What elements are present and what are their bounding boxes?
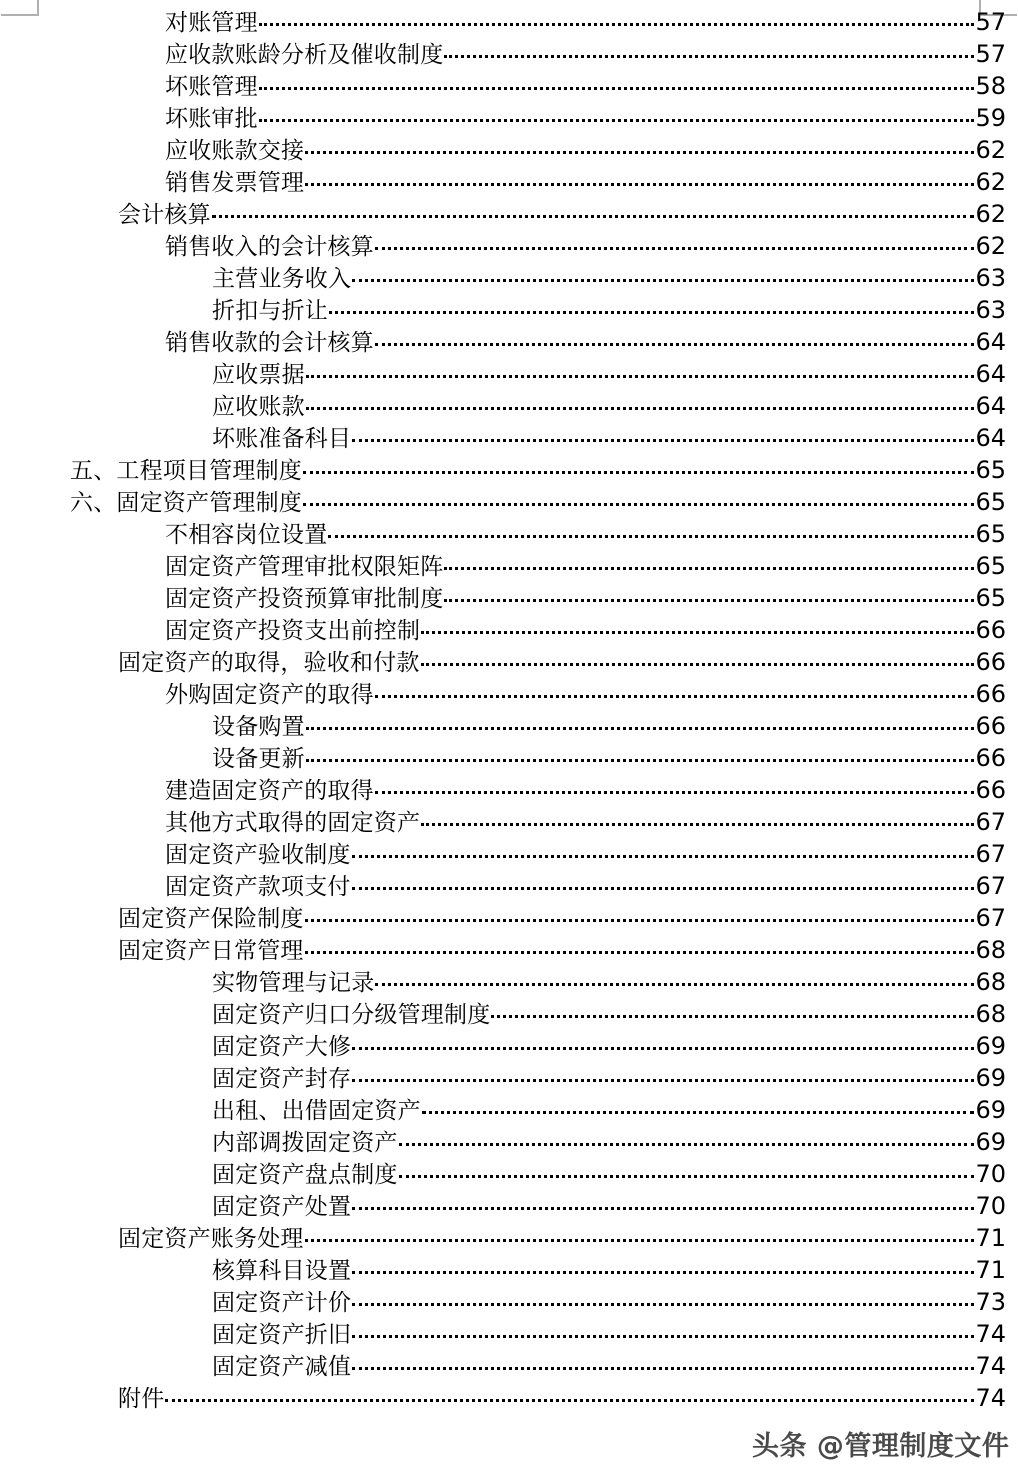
toc-entry-page-number: 64 — [975, 360, 1006, 388]
toc-entry-page-number: 62 — [975, 168, 1006, 196]
toc-entry-page-number: 63 — [975, 264, 1006, 292]
toc-entry-page-number: 73 — [975, 1288, 1006, 1316]
toc-entry-title: 核算科目设置 — [212, 1258, 352, 1284]
toc-entry[interactable] — [0, 1030, 1018, 1062]
toc-entry-page-number: 74 — [975, 1320, 1006, 1348]
toc-entry-title: 固定资产大修 — [212, 1034, 352, 1060]
toc-entry-page-number: 64 — [975, 392, 1006, 420]
toc-dot-leader — [352, 1063, 974, 1086]
toc-entry-page-number: 65 — [975, 584, 1006, 612]
toc-dot-leader — [375, 231, 975, 254]
toc-entry-title: 对账管理 — [165, 10, 258, 36]
toc-entry-page-number: 57 — [975, 8, 1006, 36]
toc-entry[interactable] — [0, 870, 1018, 902]
toc-dot-leader — [375, 679, 975, 702]
toc-entry-title: 应收账款 — [212, 394, 305, 420]
toc-entry-title: 固定资产盘点制度 — [212, 1162, 398, 1188]
toc-entry-page-number: 69 — [975, 1032, 1006, 1060]
toc-entry[interactable] — [0, 678, 1018, 710]
toc-entry-page-number: 62 — [975, 200, 1006, 228]
toc-entry[interactable] — [0, 1126, 1018, 1158]
toc-dot-leader — [328, 519, 974, 542]
toc-entry[interactable] — [0, 294, 1018, 326]
toc-entry-page-number: 65 — [975, 456, 1006, 484]
toc-dot-leader — [352, 1319, 974, 1342]
toc-dot-leader — [352, 263, 974, 286]
toc-entry-title: 设备购置 — [212, 714, 305, 740]
toc-entry[interactable] — [0, 70, 1018, 102]
toc-entry-title: 固定资产折旧 — [212, 1322, 352, 1348]
toc-dot-leader — [444, 551, 974, 574]
toc-entry-title: 出租、出借固定资产 — [212, 1098, 421, 1124]
toc-entry-page-number: 65 — [975, 488, 1006, 516]
toc-entry[interactable] — [0, 1318, 1018, 1350]
toc-entry[interactable] — [0, 838, 1018, 870]
toc-dot-leader — [399, 1127, 975, 1150]
toc-entry-title: 销售发票管理 — [165, 170, 305, 196]
toc-dot-leader — [305, 1223, 975, 1246]
toc-entry[interactable] — [0, 550, 1018, 582]
toc-entry-page-number: 65 — [975, 552, 1006, 580]
toc-entry[interactable] — [0, 710, 1018, 742]
toc-entry[interactable] — [0, 806, 1018, 838]
toc-dot-leader — [352, 871, 975, 894]
toc-dot-leader — [375, 775, 975, 798]
toc-entry[interactable] — [0, 358, 1018, 390]
toc-dot-leader — [444, 583, 974, 606]
toc-entry[interactable] — [0, 1190, 1018, 1222]
toc-entry-title: 建造固定资产的取得 — [165, 778, 374, 804]
toc-entry[interactable] — [0, 326, 1018, 358]
toc-dot-leader — [305, 903, 975, 926]
toc-entry[interactable] — [0, 902, 1018, 934]
toc-dot-leader — [306, 359, 975, 382]
toc-entry-page-number: 68 — [975, 968, 1006, 996]
toc-entry-page-number: 66 — [975, 712, 1006, 740]
toc-entry-title: 其他方式取得的固定资产 — [165, 810, 421, 836]
toc-dot-leader — [303, 487, 974, 510]
toc-entry-title: 坏账审批 — [165, 106, 258, 132]
toc-dot-leader — [306, 391, 975, 414]
toc-entry-page-number: 66 — [975, 648, 1006, 676]
toc-entry[interactable] — [0, 102, 1018, 134]
toc-entry-title: 固定资产账务处理 — [118, 1226, 304, 1252]
toc-dot-leader — [375, 327, 975, 350]
toc-dot-leader — [303, 455, 974, 478]
toc-entry-page-number: 70 — [975, 1160, 1006, 1188]
watermark: 头条 @管理制度文件 — [752, 1431, 1010, 1462]
toc-dot-leader — [444, 39, 974, 62]
toc-entry[interactable] — [0, 614, 1018, 646]
toc-dot-leader — [305, 167, 974, 190]
toc-entry[interactable] — [0, 422, 1018, 454]
toc-entry-title: 固定资产计价 — [212, 1290, 352, 1316]
toc-entry[interactable] — [0, 1222, 1018, 1254]
toc-entry[interactable] — [0, 6, 1018, 38]
toc-entry-page-number: 71 — [975, 1224, 1006, 1252]
toc-entry[interactable] — [0, 1350, 1018, 1382]
toc-entry[interactable] — [0, 486, 1018, 518]
toc-entry[interactable] — [0, 166, 1018, 198]
toc-entry-title: 应收款账龄分析及催收制度 — [165, 42, 444, 68]
toc-entry-page-number: 68 — [975, 936, 1006, 964]
toc-entry-title: 设备更新 — [212, 746, 305, 772]
toc-entry-page-number: 66 — [975, 616, 1006, 644]
toc-entry[interactable] — [0, 1094, 1018, 1126]
toc-entry-title: 应收账款交接 — [165, 138, 305, 164]
toc-entry-title: 五、工程项目管理制度 — [70, 458, 302, 484]
toc-entry-title: 固定资产的取得，验收和付款 — [118, 650, 420, 676]
toc-entry[interactable] — [0, 646, 1018, 678]
toc-dot-leader — [491, 999, 974, 1022]
toc-dot-leader — [306, 711, 975, 734]
toc-dot-leader — [352, 1031, 974, 1054]
toc-dot-leader — [259, 7, 975, 30]
toc-dot-leader — [259, 103, 975, 126]
toc-entry-page-number: 57 — [975, 40, 1006, 68]
toc-entry-title: 固定资产处置 — [212, 1194, 352, 1220]
toc-entry-title: 主营业务收入 — [212, 266, 352, 292]
toc-entry-page-number: 58 — [975, 72, 1006, 100]
toc-entry-page-number: 69 — [975, 1064, 1006, 1092]
toc-entry-page-number: 64 — [975, 328, 1006, 356]
toc-dot-leader — [352, 1255, 974, 1278]
toc-entry-page-number: 64 — [975, 424, 1006, 452]
toc-entry-page-number: 74 — [975, 1352, 1006, 1380]
toc-entry-title: 折扣与折让 — [212, 298, 328, 324]
toc-entry[interactable] — [0, 230, 1018, 262]
toc-entry-page-number: 65 — [975, 520, 1006, 548]
toc-entry-title: 固定资产减值 — [212, 1354, 352, 1380]
toc-dot-leader — [352, 423, 974, 446]
toc-entry[interactable] — [0, 1286, 1018, 1318]
toc-entry[interactable] — [0, 1158, 1018, 1190]
toc-entry-title: 坏账管理 — [165, 74, 258, 100]
toc-entry[interactable] — [0, 998, 1018, 1030]
toc-entry-page-number: 66 — [975, 744, 1006, 772]
toc-entry[interactable] — [0, 1254, 1018, 1286]
toc-dot-leader — [421, 807, 974, 830]
toc-dot-leader — [352, 839, 975, 862]
toc-dot-leader — [329, 295, 974, 318]
toc-dot-leader — [352, 1287, 974, 1310]
toc-dot-leader — [399, 1159, 975, 1182]
toc-entry-page-number: 68 — [975, 1000, 1006, 1028]
toc-entry-page-number: 63 — [975, 296, 1006, 324]
toc-dot-leader — [306, 743, 975, 766]
toc-entry-title: 实物管理与记录 — [212, 970, 375, 996]
table-of-contents — [0, 6, 1018, 1414]
toc-entry-title: 六、固定资产管理制度 — [70, 490, 302, 516]
toc-entry[interactable] — [0, 198, 1018, 230]
toc-entry-page-number: 67 — [975, 872, 1006, 900]
toc-entry-title: 固定资产验收制度 — [165, 842, 351, 868]
toc-entry-page-number: 71 — [975, 1256, 1006, 1284]
toc-dot-leader — [422, 1095, 975, 1118]
toc-entry[interactable] — [0, 454, 1018, 486]
toc-entry-title: 不相容岗位设置 — [165, 522, 328, 548]
toc-entry-page-number: 67 — [975, 840, 1006, 868]
toc-entry-title: 外购固定资产的取得 — [165, 682, 374, 708]
toc-dot-leader — [375, 967, 974, 990]
toc-entry-page-number: 62 — [975, 136, 1006, 164]
toc-entry-page-number: 70 — [975, 1192, 1006, 1220]
toc-entry-title: 固定资产投资支出前控制 — [165, 618, 421, 644]
toc-entry-title: 固定资产管理审批权限矩阵 — [165, 554, 444, 580]
toc-entry-title: 内部调拨固定资产 — [212, 1130, 398, 1156]
toc-entry-title: 固定资产保险制度 — [118, 906, 304, 932]
toc-entry-page-number: 67 — [975, 904, 1006, 932]
toc-entry[interactable] — [0, 774, 1018, 806]
toc-dot-leader — [305, 935, 975, 958]
toc-dot-leader — [259, 71, 975, 94]
toc-dot-leader — [352, 1351, 974, 1374]
toc-entry-title: 附件 — [118, 1386, 165, 1412]
toc-dot-leader — [421, 615, 974, 638]
toc-entry-page-number: 67 — [975, 808, 1006, 836]
toc-entry[interactable] — [0, 38, 1018, 70]
toc-entry-title: 坏账准备科目 — [212, 426, 352, 452]
toc-entry-title: 会计核算 — [118, 202, 211, 228]
toc-entry-title: 应收票据 — [212, 362, 305, 388]
toc-entry[interactable] — [0, 934, 1018, 966]
toc-entry-title: 固定资产封存 — [212, 1066, 352, 1092]
toc-entry-title: 固定资产日常管理 — [118, 938, 304, 964]
toc-dot-leader — [305, 135, 974, 158]
toc-entry-page-number: 66 — [975, 680, 1006, 708]
toc-entry[interactable] — [0, 742, 1018, 774]
toc-entry[interactable] — [0, 966, 1018, 998]
toc-entry-title: 固定资产款项支付 — [165, 874, 351, 900]
toc-entry[interactable] — [0, 1382, 1018, 1414]
toc-entry-title: 销售收款的会计核算 — [165, 330, 374, 356]
toc-entry[interactable] — [0, 390, 1018, 422]
toc-dot-leader — [165, 1383, 974, 1406]
toc-entry-page-number: 74 — [975, 1384, 1006, 1412]
toc-dot-leader — [421, 647, 975, 670]
toc-entry-page-number: 69 — [975, 1096, 1006, 1124]
toc-entry[interactable] — [0, 518, 1018, 550]
toc-entry-title: 固定资产归口分级管理制度 — [212, 1002, 491, 1028]
toc-entry[interactable] — [0, 1062, 1018, 1094]
toc-entry[interactable] — [0, 262, 1018, 294]
toc-entry-title: 销售收入的会计核算 — [165, 234, 374, 260]
toc-entry-page-number: 62 — [975, 232, 1006, 260]
toc-dot-leader — [352, 1191, 974, 1214]
toc-entry-page-number: 69 — [975, 1128, 1006, 1156]
toc-entry-page-number: 59 — [975, 104, 1006, 132]
toc-entry[interactable] — [0, 582, 1018, 614]
toc-entry[interactable] — [0, 134, 1018, 166]
toc-entry-page-number: 66 — [975, 776, 1006, 804]
toc-dot-leader — [212, 199, 975, 222]
toc-entry-title: 固定资产投资预算审批制度 — [165, 586, 444, 612]
